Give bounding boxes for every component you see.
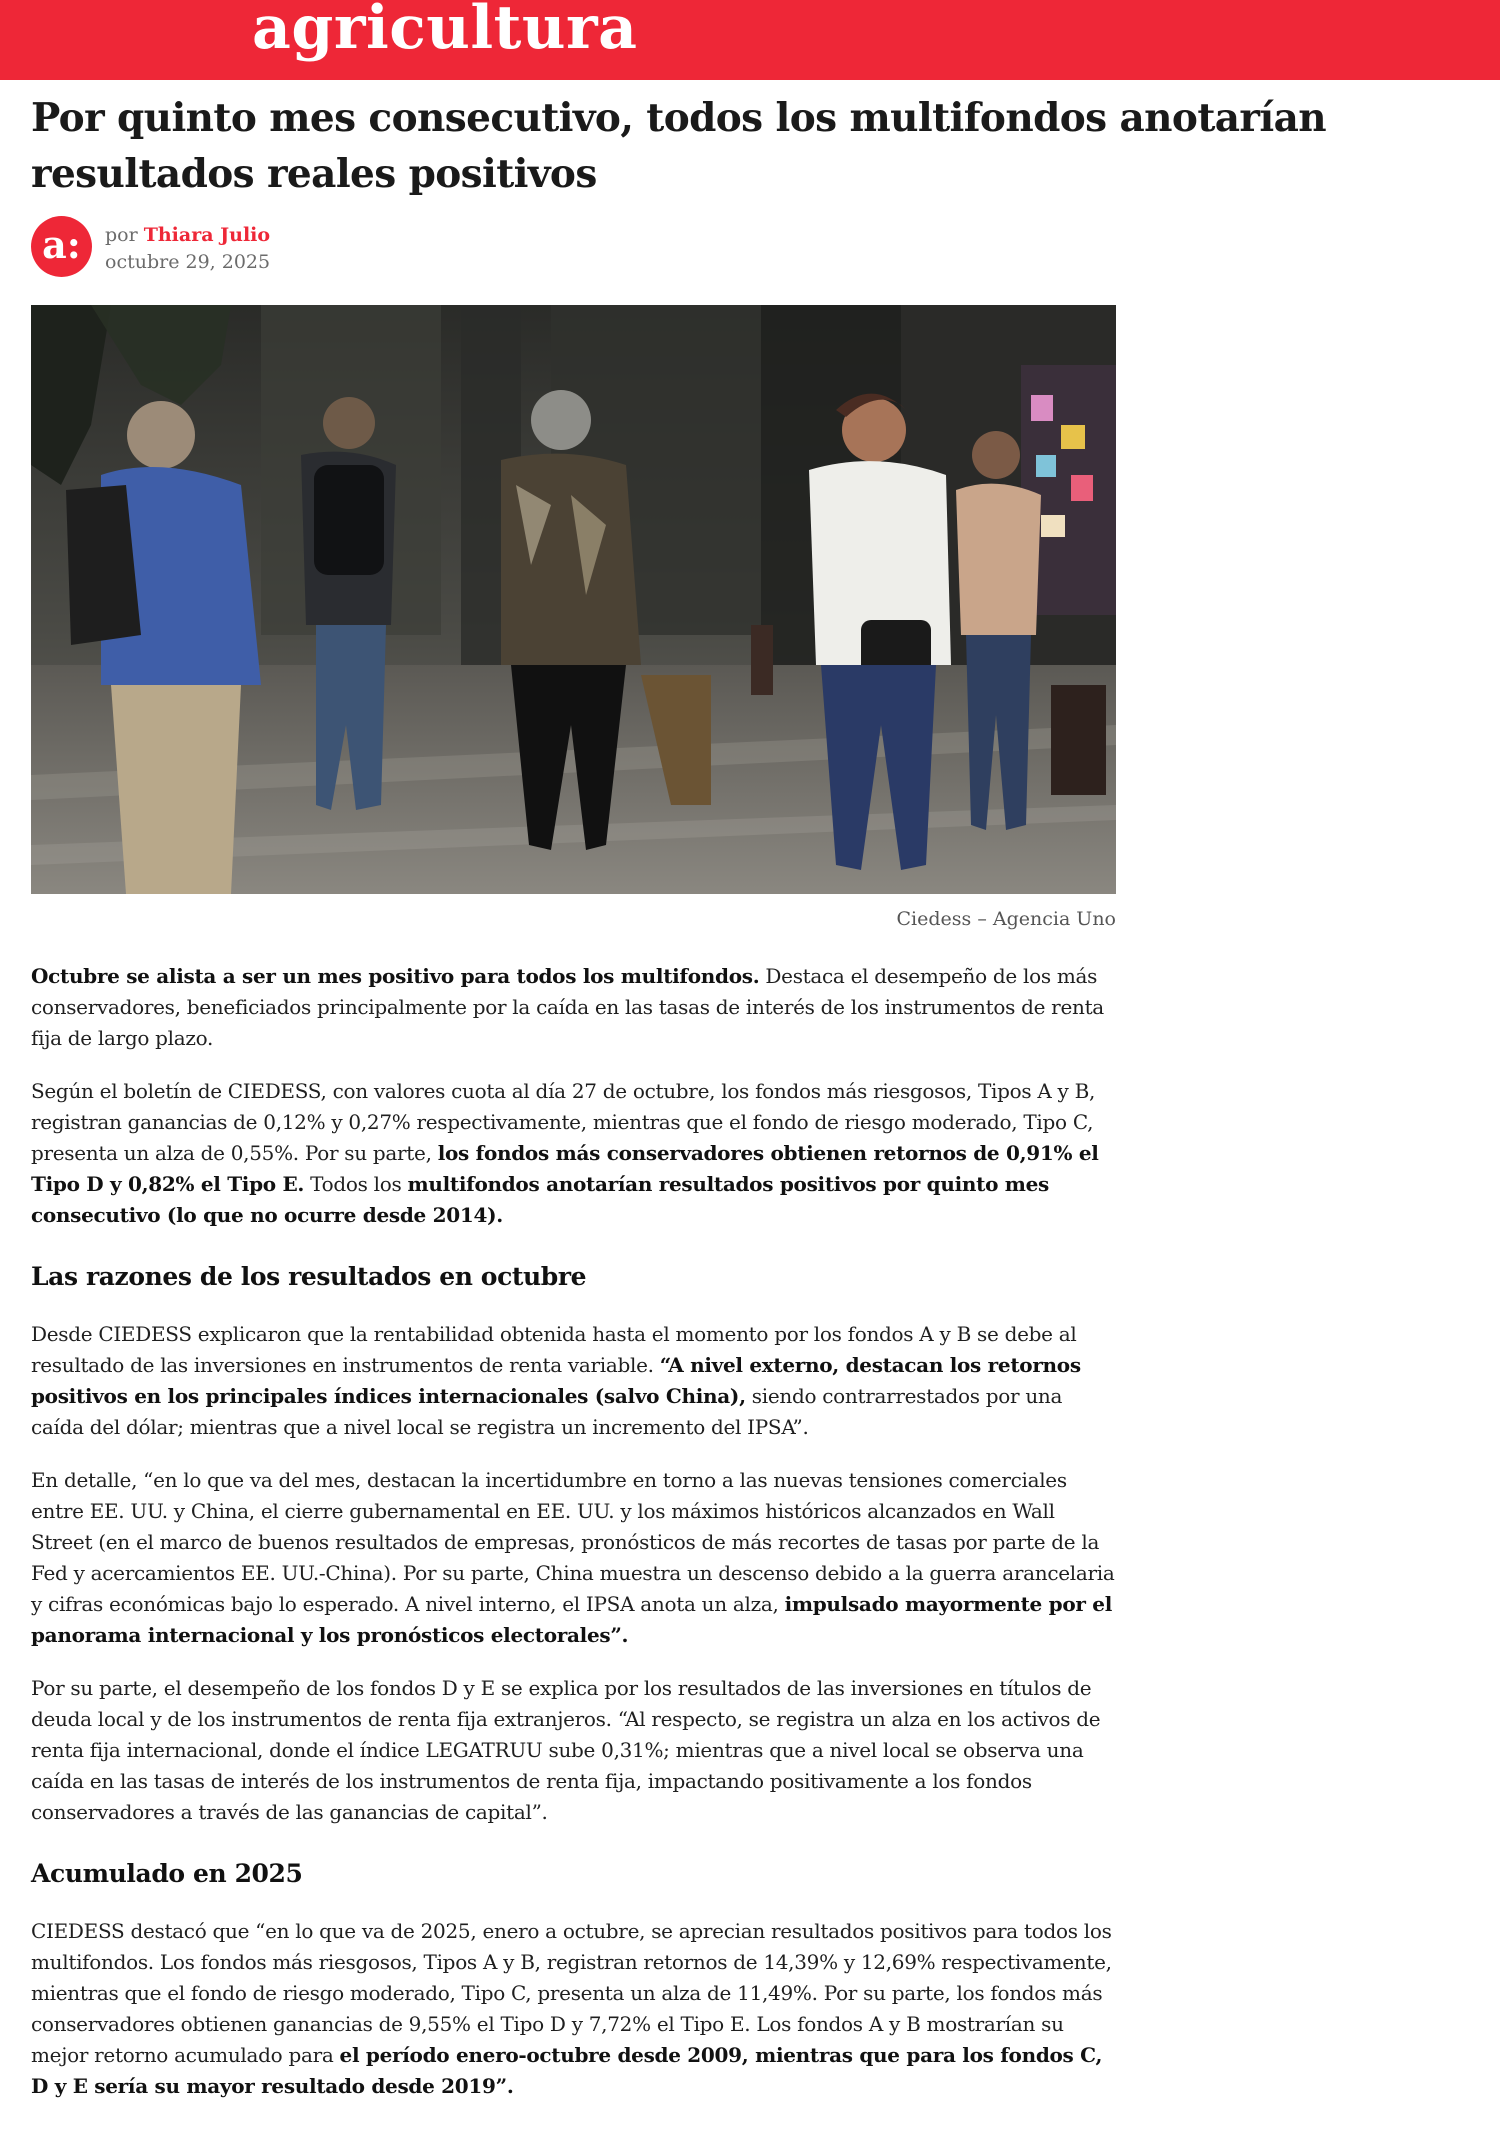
section-heading-acumulado: Acumulado en 2025 — [31, 1859, 303, 1888]
author-link[interactable]: Thiara Julio — [143, 224, 271, 246]
paragraph-5: Por su parte, el desempeño de los fondos D y E se explica por los resultados de las inversiones en títulos de deuda local y de los instrumentos de renta fija extranjeros. “Al respecto, se registra un alza en los activos de renta fija internacional, donde el índice LEGATRUU sube 0,31%; mientras que a nivel local se observa una caída en las tasas de interés de los instrumentos de renta fija, impactando positivamente a los fondos conservadores a través de las ganancias de capital”. — [31, 1676, 1101, 1824]
paragraph-4: En detalle, “en lo que va del mes, destacan la incertidumbre en torno a las nuevas tensiones comerciales entre EE. UU. y China, el cierre gubernamental en EE. UU. y los máximos históricos alcanzados en Wall Street (en el marco de buenos resultados de empresas, pronósticos de más recortes de tasas por parte de la Fed y acercamientos EE. UU.-China). Por su parte, China muestra un descenso debido a la guerra arancelaria y cifras económicas bajo lo esperado. A nivel interno, el IPSA anota un alza, impulsado mayormente por el panorama internacional y los pronósticos electorales”. — [31, 1468, 1115, 1647]
section-heading-razones: Las razones de los resultados en octubre — [31, 1262, 587, 1291]
author-prefix: por — [105, 224, 138, 246]
site-header — [0, 0, 1500, 80]
paragraph-2: Según el boletín de CIEDESS, con valores cuota al día 27 de octubre, los fondos más riesgosos, Tipos A y B, registran ganancias de 0,12% y 0,27% respectivamente, mientras que el fondo de riesgo moderado, Tipo C, presenta un alza de 0,55%. Por su parte, los fondos más conservadores obtienen retornos de 0,91% el Tipo D y 0,82% el Tipo E. Todos los multifondos anotarían resultados positivos por quinto mes consecutivo (lo que no ocurre desde 2014). — [31, 1079, 1099, 1227]
paragraph-6: CIEDESS destacó que “en lo que va de 2025, enero a octubre, se aprecian resultados positivos para todos los multifondos. Los fondos más riesgosos, Tipos A y B, registran retornos de 14,39% y 12,69% respectivamente, mientras que el fondo de riesgo moderado, Tipo C, presenta un alza de 11,49%. Por su parte, los fondos más conservadores obtienen ganancias de 9,55% el Tipo D y 7,72% el Tipo E. Los fondos A y B mostrarían su mejor retorno acumulado para el período enero-octubre desde 2009, mientras que para los fondos C, D y E sería su mayor resultado desde 2019”. — [31, 1919, 1112, 2098]
paragraph-3: Desde CIEDESS explicaron que la rentabilidad obtenida hasta el momento por los fondos A y B se debe al resultado de las inversiones en instrumentos de renta variable. “A nivel externo, destacan los retornos positivos en los principales índices internacionales (salvo China), siendo contrarrestados por una caída del dólar; mientras que a nivel local se registra un incremento del IPSA”. — [31, 1322, 1081, 1439]
site-logo[interactable]: agricultura — [252, 0, 638, 63]
article-photo — [31, 305, 1116, 894]
publish-date: octubre 29, 2025 — [105, 251, 271, 273]
author-avatar[interactable]: a: — [31, 216, 92, 277]
paragraph-1: Octubre se alista a ser un mes positivo para todos los multifondos. Destaca el desempeño de los más conservadores, beneficiados principalmente por la caída en las tasas de interés de los instrumentos de renta fija de largo plazo. — [31, 964, 1104, 1050]
street-scene-photo — [31, 305, 1116, 894]
article-title: Por quinto mes consecutivo, todos los multifondos anotarían resultados reales positivos — [31, 95, 1327, 197]
image-caption: Ciedess – Agencia Uno — [896, 908, 1116, 930]
article-body — [31, 961, 1116, 2124]
byline-text — [105, 222, 505, 276]
